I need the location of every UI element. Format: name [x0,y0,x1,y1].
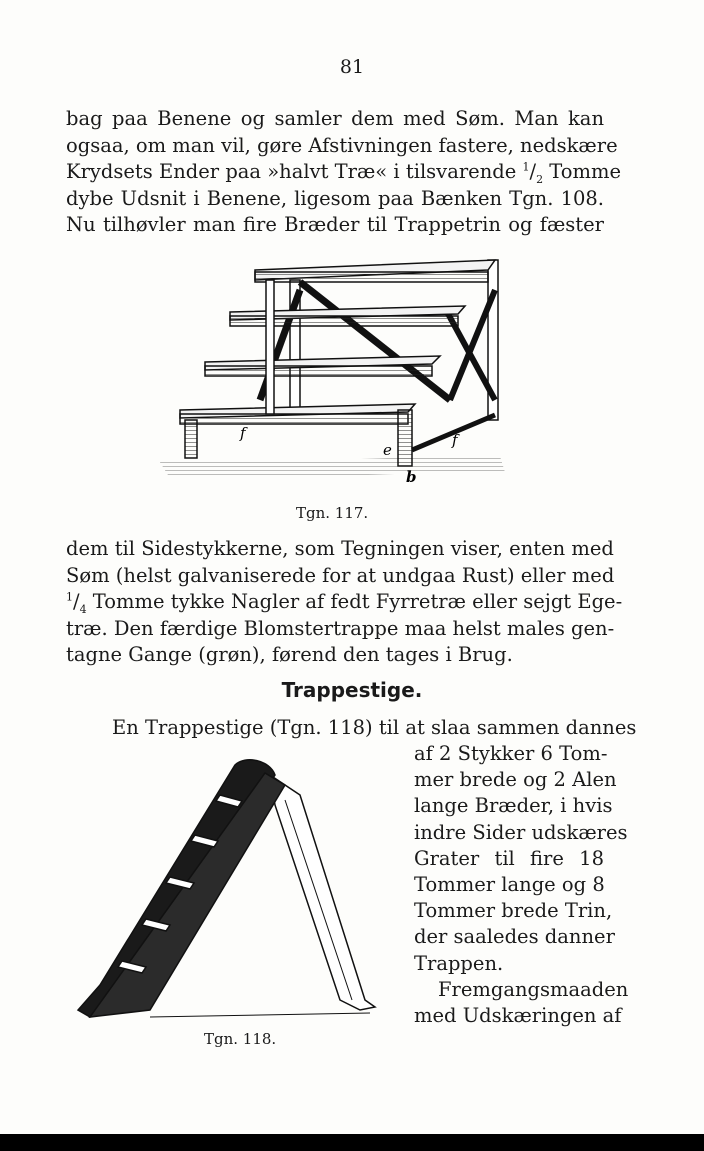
text-line: Trappen. [414,951,504,975]
right-column-text [414,741,629,1029]
text-line: Tommer lange og 8 [414,873,605,897]
text-line: $^1/_4$ Tomme tykke Nagler af fedt Fyrretræ eller sejgt Ege- [66,590,623,616]
text-line: tagne Gange (grøn), førend den tages i Brug. [66,643,513,666]
label-e: e [383,441,392,459]
label-f-right: f [452,431,458,449]
figure-118-caption: Tgn. 118. [204,1030,277,1048]
text-line: En Trappestige (Tgn. 118) til at slaa sammen dannes [112,716,637,739]
figure-117-illustration [150,250,520,490]
fraction-numerator: 1 [522,160,530,174]
text-segment: Tomme [549,160,622,183]
fraction-numerator: 1 [66,590,73,604]
section-heading: Trappestige. [281,678,423,702]
text-line: Grater til fire 18 [414,846,604,870]
paragraph-3 [66,715,637,742]
text-segment: Tomme tykke Nagler af fedt Fyrretræ eller sejgt Ege- [92,590,623,613]
text-line: med Udskæringen af [414,1004,622,1028]
fraction-denominator: 2 [536,172,544,186]
text-line: af 2 Stykker 6 Tom- [414,742,608,765]
label-f-left: f [240,424,246,442]
paragraph-1 [66,106,622,239]
text-line: der saaledes danner [414,925,615,949]
text-line: dybe Udsnit i Benene, ligesom paa Bænken Tgn. 108. [66,186,604,210]
text-line: mer brede og 2 Alen [414,768,617,792]
text-line: Nu tilhøvler man fire Bræder til Trappetrin og fæster [66,213,604,236]
text-line: ogsaa, om man vil, gøre Afstivningen fastere, nedskære [66,133,618,157]
text-line: indre Sider udskæres [414,820,628,844]
fraction-denominator: 4 [79,602,87,616]
page-number: 81 [339,56,365,78]
text-line: bag paa Benene og samler dem med Søm. Man kan [66,107,604,130]
text-line: Søm (helst galvaniserede for at undgaa Rust) eller med [66,563,615,587]
paragraph-2 [66,536,623,669]
ground-shading [160,456,505,478]
text-line: dem til Sidestykkerne, som Tegningen viser, enten med [66,537,614,560]
text-segment: Krydsets Ender paa »halvt Træ« i tilsvarende [66,160,517,183]
text-line: Tommer brede Trin, [414,899,613,923]
figure-118-illustration [70,755,390,1025]
text-line: træ. Den færdige Blomstertrappe maa helst males gen- [66,616,615,640]
text-line: Fremgangsmaaden [438,977,629,1001]
text-line: lange Bræder, i hvis [414,794,613,818]
figure-117-caption: Tgn. 117. [296,504,369,522]
scan-border [0,1134,704,1151]
text-line: Krydsets Ender paa »halvt Træ« i tilsvarende $^1/_2$ Tomme [66,160,622,186]
label-b: b [406,468,417,486]
